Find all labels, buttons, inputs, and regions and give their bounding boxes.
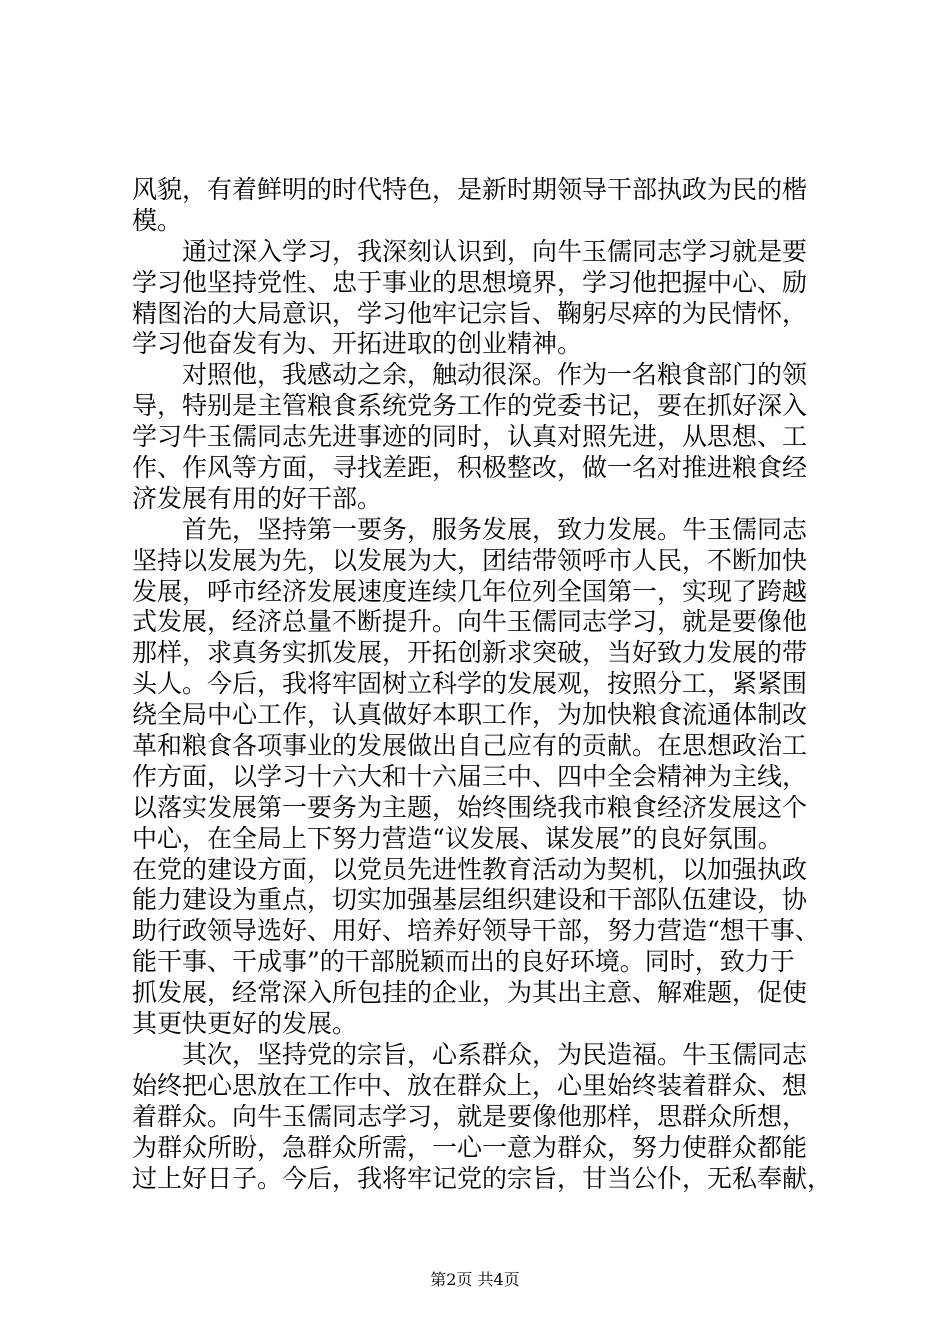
- text-line: 头人。今后，我将牢固树立科学的发展观，按照分工，紧紧围: [132, 669, 808, 699]
- document-body: [132, 175, 832, 1194]
- page-footer: 第2页 共4页: [430, 1270, 520, 1289]
- text-line: 助行政领导选好、用好、培养好领导干部，努力营造“想干事、: [132, 916, 820, 946]
- text-line: 抓发展，经常深入所包挂的企业，为其出主意、解难题，促使: [132, 978, 808, 1008]
- text-line: 学习他坚持党性、忠于事业的思想境界，学习他把握中心、励: [132, 267, 808, 297]
- text-line: 能力建设为重点，切实加强基层组织建设和干部队伍建设，协: [132, 885, 808, 915]
- text-line: 模。: [132, 205, 183, 235]
- text-line: 学习牛玉儒同志先进事迹的同时，认真对照先进，从思想、工: [132, 422, 808, 452]
- text-line: 中心，在全局上下努力营造“议发展、谋发展”的良好氛围。: [132, 823, 783, 853]
- text-line: 导，特别是主管粮食系统党务工作的党委书记，要在抓好深入: [132, 391, 808, 421]
- text-line: 能干事、干成事”的干部脱颖而出的良好环境。同时，致力于: [132, 947, 795, 977]
- text-line: 济发展有用的好干部。: [132, 483, 383, 513]
- text-line: 式发展，经济总量不断提升。向牛玉儒同志学习，就是要像他: [132, 607, 808, 637]
- text-line: 通过深入学习，我深刻认识到，向牛玉儒同志学习就是要: [182, 236, 808, 266]
- text-line: 为群众所盼，急群众所需，一心一意为群众，努力使群众都能: [132, 1132, 808, 1162]
- text-line: 坚持以发展为先，以发展为大，团结带领呼市人民，不断加快: [132, 545, 808, 575]
- text-line: 其更快更好的发展。: [132, 1009, 358, 1039]
- text-line: 对照他，我感动之余，触动很深。作为一名粮食部门的领: [182, 360, 808, 390]
- text-line: 革和粮食各项事业的发展做出自己应有的贡献。在思想政治工: [132, 731, 808, 761]
- text-line: 作方面，以学习十六大和十六届三中、四中全会精神为主线，: [132, 761, 808, 791]
- text-line: 作、作风等方面，寻找差距，积极整改，做一名对推进粮食经: [132, 453, 808, 483]
- text-line: 精图治的大局意识，学习他牢记宗旨、鞠躬尽瘁的为民情怀，: [132, 298, 808, 328]
- text-line: 以落实发展第一要务为主题，始终围绕我市粮食经济发展这个: [132, 792, 808, 822]
- text-line: 在党的建设方面，以党员先进性教育活动为契机，以加强执政: [132, 854, 808, 884]
- text-line: 风貌，有着鲜明的时代特色，是新时期领导干部执政为民的楷: [132, 175, 808, 204]
- text-line: 那样，求真务实抓发展，开拓创新求突破，当好致力发展的带: [132, 638, 808, 668]
- text-line: 绕全局中心工作，认真做好本职工作，为加快粮食流通体制改: [132, 700, 808, 730]
- text-line: 学习他奋发有为、开拓进取的创业精神。: [132, 329, 583, 359]
- text-line: 发展，呼市经济发展速度连续几年位列全国第一，实现了跨越: [132, 576, 808, 606]
- text-line: 首先，坚持第一要务，服务发展，致力发展。牛玉儒同志: [182, 514, 808, 544]
- text-line: 过上好日子。今后，我将牢记党的宗旨，甘当公仆，无私奉献，: [132, 1163, 833, 1193]
- text-line: 着群众。向牛玉儒同志学习，就是要像他那样，思群众所想，: [132, 1101, 808, 1131]
- text-line: 始终把心思放在工作中、放在群众上，心里始终装着群众、想: [132, 1070, 808, 1100]
- text-line: 其次，坚持党的宗旨，心系群众，为民造福。牛玉儒同志: [182, 1039, 808, 1069]
